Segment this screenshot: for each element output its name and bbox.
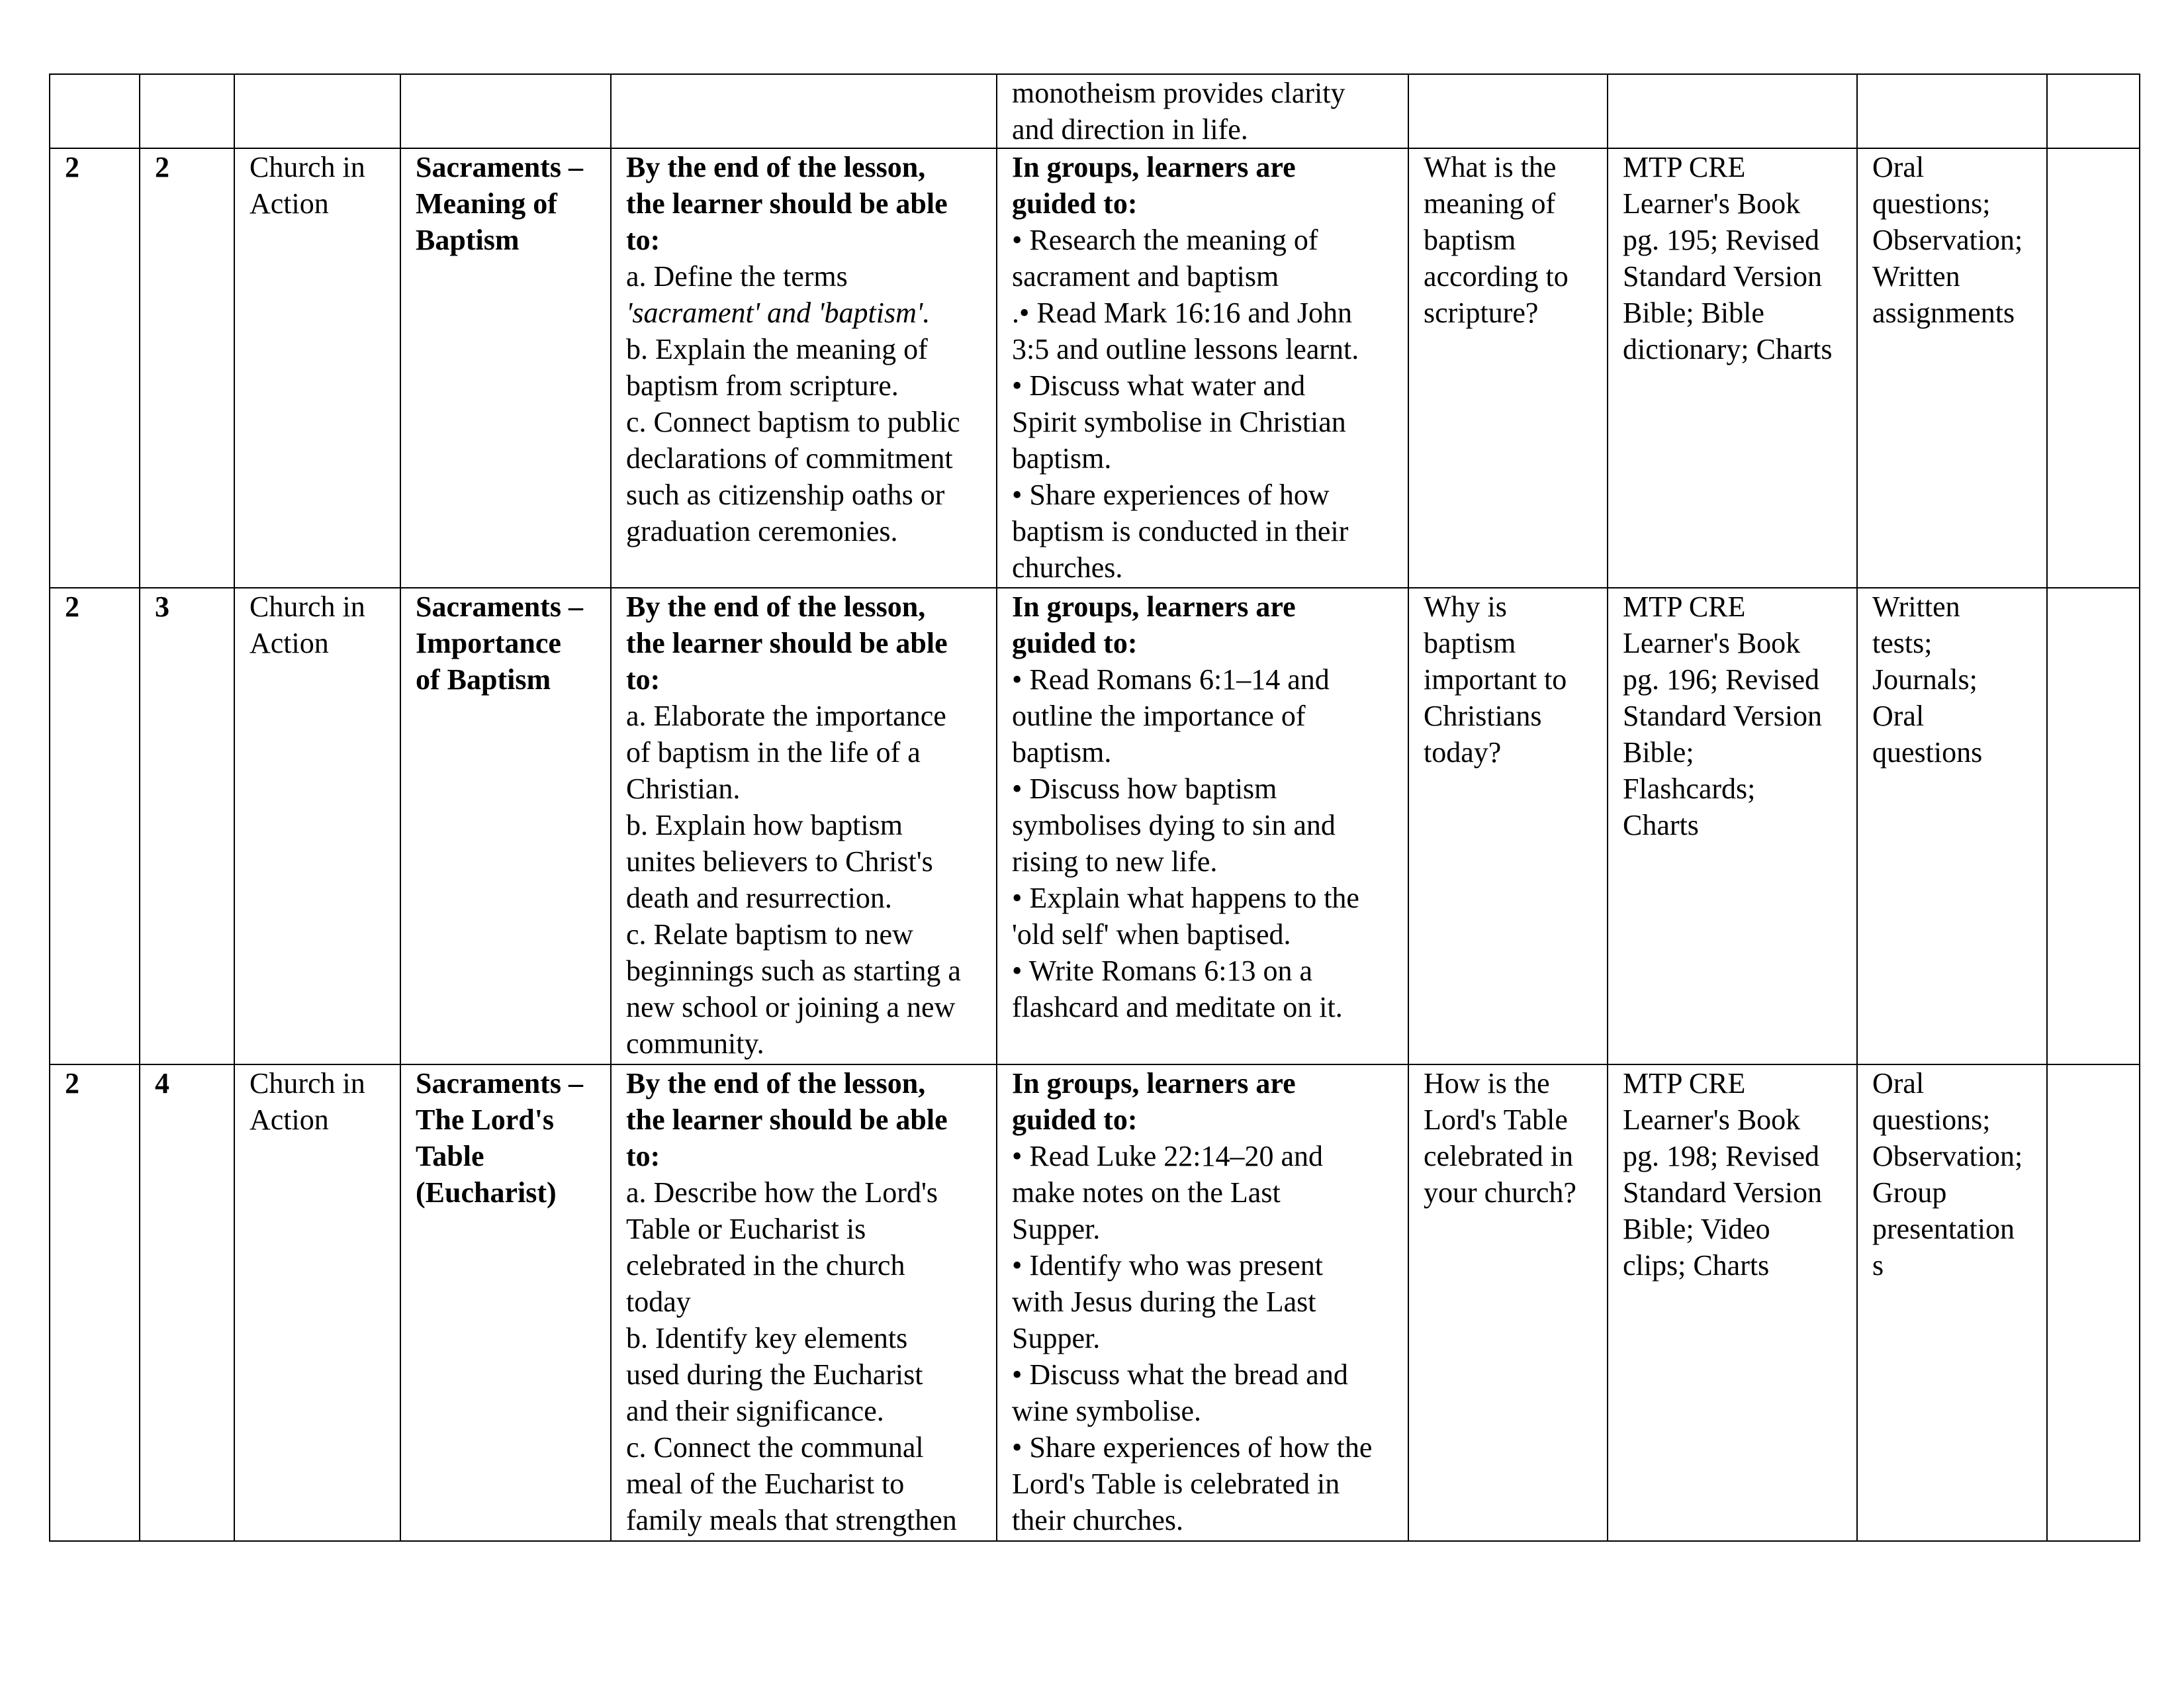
- text-line: Baptism: [416, 224, 520, 256]
- text-line: Supper.: [1012, 1213, 1101, 1245]
- lesson-value: 4: [155, 1067, 169, 1100]
- text-line: Why is: [1424, 590, 1507, 623]
- text-line: Observation;: [1872, 224, 2023, 256]
- text-line: • Share experiences of how: [1012, 479, 1330, 511]
- text-line: tests;: [1872, 627, 1933, 659]
- text-line: c. Connect baptism to public: [626, 406, 960, 438]
- text-line: assignments: [1872, 297, 2015, 329]
- text-line: By the end of the lesson,: [626, 151, 926, 183]
- text-line: c. Relate baptism to new: [626, 918, 913, 951]
- text-line: Standard Version: [1623, 260, 1823, 293]
- text-line: MTP CRE: [1623, 151, 1746, 183]
- text-line: How is the: [1424, 1067, 1550, 1100]
- text-line: Table: [416, 1140, 484, 1172]
- text-line: Action: [250, 187, 329, 220]
- text-line: In groups, learners are: [1012, 151, 1296, 183]
- learning-outcomes-cell: [611, 74, 997, 148]
- learning-outcomes-cell: [611, 1064, 997, 1541]
- text-line: • Explain what happens to the: [1012, 882, 1359, 914]
- text-line: dictionary; Charts: [1623, 333, 1833, 365]
- text-line: 'old self' when baptised.: [1012, 918, 1291, 951]
- text-line: Importance: [416, 627, 561, 659]
- text-line: of Baptism: [416, 663, 551, 696]
- week-value: 2: [65, 590, 79, 623]
- text-line: today: [626, 1286, 691, 1318]
- text-line: Christian.: [626, 773, 741, 805]
- text-line: guided to:: [1012, 187, 1138, 220]
- text-line: a. Define the terms: [626, 260, 848, 293]
- sub-strand-cell: [400, 74, 611, 148]
- lesson-value: 2: [155, 151, 169, 183]
- text-line: a. Elaborate the importance: [626, 700, 946, 732]
- week-cell: [50, 1064, 140, 1541]
- text-line: scripture?: [1424, 297, 1539, 329]
- text-line: with Jesus during the Last: [1012, 1286, 1316, 1318]
- text-line: Group: [1872, 1176, 1947, 1209]
- text-line: pg. 195; Revised: [1623, 224, 1819, 256]
- text-line: the learner should be able: [626, 187, 948, 220]
- text-line: to:: [626, 663, 660, 696]
- inquiry-question-cell: [1408, 1064, 1608, 1541]
- text-line: • Discuss what the bread and: [1012, 1358, 1348, 1391]
- text-line: (Eucharist): [416, 1176, 557, 1209]
- text-line: declarations of commitment: [626, 442, 953, 475]
- strand-cell: [234, 1064, 400, 1541]
- text-line: Charts: [1623, 809, 1699, 841]
- text-line: presentation: [1872, 1213, 2015, 1245]
- text-line: meal of the Eucharist to: [626, 1468, 905, 1500]
- sub-strand-cell: [400, 148, 611, 588]
- text-line: beginnings such as starting a: [626, 955, 961, 987]
- resources-cell: [1608, 588, 1857, 1064]
- text-line: b. Explain how baptism: [626, 809, 903, 841]
- text-line: and direction in life.: [1012, 113, 1248, 146]
- text-line: family meals that strengthen: [626, 1504, 957, 1536]
- text-line: Standard Version: [1623, 1176, 1823, 1209]
- text-line: By the end of the lesson,: [626, 1067, 926, 1100]
- remarks-cell: [2047, 148, 2140, 588]
- inquiry-question-cell: [1408, 148, 1608, 588]
- text-line: baptism: [1424, 627, 1516, 659]
- text-line: questions: [1872, 736, 1983, 769]
- text-line: b. Identify key elements: [626, 1322, 908, 1354]
- text-line: pg. 196; Revised: [1623, 663, 1819, 696]
- lesson-cell: [140, 1064, 234, 1541]
- text-line: Lord's Table is celebrated in: [1012, 1468, 1340, 1500]
- text-line: churches.: [1012, 551, 1123, 584]
- text-line: your church?: [1424, 1176, 1576, 1209]
- week-cell: [50, 148, 140, 588]
- text-line: By the end of the lesson,: [626, 590, 926, 623]
- text-line: new school or joining a new: [626, 991, 956, 1023]
- text-line: to:: [626, 224, 660, 256]
- text-line: pg. 198; Revised: [1623, 1140, 1819, 1172]
- table-row: [50, 148, 2140, 588]
- text-line: according to: [1424, 260, 1569, 293]
- text-line: graduation ceremonies.: [626, 515, 898, 547]
- resources-cell: [1608, 74, 1857, 148]
- text-line: [626, 295, 983, 331]
- scheme-of-work-table: [49, 73, 2140, 1542]
- text-line: s: [1872, 1249, 1884, 1282]
- text-line: • Write Romans 6:13 on a: [1012, 955, 1312, 987]
- learning-experiences-cell: [997, 148, 1408, 588]
- text-line: .• Read Mark 16:16 and John: [1012, 297, 1352, 329]
- table-row: [50, 588, 2140, 1064]
- text-line: Church in: [250, 1067, 365, 1100]
- week-cell: [50, 588, 140, 1064]
- strand-cell: [234, 148, 400, 588]
- text-line: their churches.: [1012, 1504, 1183, 1536]
- table-row: [50, 1064, 2140, 1541]
- text-line: outline the importance of: [1012, 700, 1306, 732]
- text-line: and their significance.: [626, 1395, 884, 1427]
- text-line: community.: [626, 1027, 764, 1060]
- text-line: Learner's Book: [1623, 627, 1801, 659]
- lesson-value: 3: [155, 590, 169, 623]
- text-line: celebrated in: [1424, 1140, 1573, 1172]
- text-line: Table or Eucharist is: [626, 1213, 866, 1245]
- text-line: Oral: [1872, 151, 1925, 183]
- resources-cell: [1608, 148, 1857, 588]
- text-line: Sacraments –: [416, 1067, 583, 1100]
- text-line: such as citizenship oaths or: [626, 479, 945, 511]
- text-line: sacrament and baptism: [1012, 260, 1279, 293]
- text-line: rising to new life.: [1012, 845, 1218, 878]
- scheme-of-work-page: [49, 73, 2139, 1542]
- sub-strand-cell: [400, 1064, 611, 1541]
- text-line: Oral: [1872, 1067, 1925, 1100]
- remarks-cell: [2047, 74, 2140, 148]
- text-line: • Discuss what water and: [1012, 369, 1306, 402]
- text-line: used during the Eucharist: [626, 1358, 923, 1391]
- strand-cell: [234, 588, 400, 1064]
- text-line: Oral: [1872, 700, 1925, 732]
- text-line: baptism.: [1012, 442, 1112, 475]
- text-line: Written: [1872, 260, 1960, 293]
- inquiry-question-cell: [1408, 74, 1608, 148]
- text-line: MTP CRE: [1623, 1067, 1746, 1100]
- assessment-cell: [1857, 1064, 2047, 1541]
- text-line: Written: [1872, 590, 1960, 623]
- text-line: questions;: [1872, 1103, 1991, 1136]
- text-line: Church in: [250, 590, 365, 623]
- text-line: Bible; Video: [1623, 1213, 1770, 1245]
- text-line: the learner should be able: [626, 1103, 948, 1136]
- text-line: Journals;: [1872, 663, 1978, 696]
- italic-term: 'sacrament' and 'baptism'.: [626, 297, 931, 329]
- text-line: baptism from scripture.: [626, 369, 899, 402]
- text-line: Supper.: [1012, 1322, 1101, 1354]
- text-line: baptism: [1424, 224, 1516, 256]
- text-line: Bible; Bible: [1623, 297, 1764, 329]
- assessment-cell: [1857, 148, 2047, 588]
- text-line: important to: [1424, 663, 1567, 696]
- text-line: In groups, learners are: [1012, 590, 1296, 623]
- text-line: Action: [250, 627, 329, 659]
- text-line: today?: [1424, 736, 1502, 769]
- text-line: • Research the meaning of: [1012, 224, 1318, 256]
- text-line: death and resurrection.: [626, 882, 892, 914]
- text-line: What is the: [1424, 151, 1557, 183]
- text-line: Standard Version: [1623, 700, 1823, 732]
- week-cell: [50, 74, 140, 148]
- text-line: Bible;: [1623, 736, 1694, 769]
- remarks-cell: [2047, 1064, 2140, 1541]
- learning-experiences-cell: [997, 74, 1408, 148]
- remarks-cell: [2047, 588, 2140, 1064]
- text-line: • Read Romans 6:1–14 and: [1012, 663, 1330, 696]
- week-value: 2: [65, 151, 79, 183]
- learning-outcomes-cell: [611, 588, 997, 1064]
- text-line: the learner should be able: [626, 627, 948, 659]
- text-line: monotheism provides clarity: [1012, 77, 1345, 109]
- text-line: In groups, learners are: [1012, 1067, 1296, 1100]
- text-line: The Lord's: [416, 1103, 555, 1136]
- text-line: b. Explain the meaning of: [626, 333, 928, 365]
- assessment-cell: [1857, 74, 2047, 148]
- text-line: guided to:: [1012, 1103, 1138, 1136]
- sub-strand-cell: [400, 588, 611, 1064]
- text-line: Observation;: [1872, 1140, 2023, 1172]
- text-line: meaning of: [1424, 187, 1556, 220]
- week-value: 2: [65, 1067, 79, 1100]
- text-line: • Identify who was present: [1012, 1249, 1323, 1282]
- text-line: • Read Luke 22:14–20 and: [1012, 1140, 1323, 1172]
- learning-outcomes-cell: [611, 148, 997, 588]
- lesson-cell: [140, 588, 234, 1064]
- text-line: • Share experiences of how the: [1012, 1431, 1373, 1464]
- text-line: celebrated in the church: [626, 1249, 905, 1282]
- text-line: Sacraments –: [416, 151, 583, 183]
- text-line: Christians: [1424, 700, 1542, 732]
- text-line: flashcard and meditate on it.: [1012, 991, 1343, 1023]
- lesson-cell: [140, 74, 234, 148]
- text-line: baptism is conducted in their: [1012, 515, 1349, 547]
- resources-cell: [1608, 1064, 1857, 1541]
- text-line: baptism.: [1012, 736, 1112, 769]
- text-line: Action: [250, 1103, 329, 1136]
- text-line: Meaning of: [416, 187, 557, 220]
- assessment-cell: [1857, 588, 2047, 1064]
- text-line: questions;: [1872, 187, 1991, 220]
- text-line: Spirit symbolise in Christian: [1012, 406, 1346, 438]
- learning-experiences-cell: [997, 588, 1408, 1064]
- strand-cell: [234, 74, 400, 148]
- learning-experiences-cell: [997, 1064, 1408, 1541]
- text-line: of baptism in the life of a: [626, 736, 921, 769]
- text-line: wine symbolise.: [1012, 1395, 1201, 1427]
- text-line: to:: [626, 1140, 660, 1172]
- text-line: unites believers to Christ's: [626, 845, 933, 878]
- text-line: Learner's Book: [1623, 1103, 1801, 1136]
- text-line: Church in: [250, 151, 365, 183]
- text-line: clips; Charts: [1623, 1249, 1770, 1282]
- inquiry-question-cell: [1408, 588, 1608, 1064]
- text-line: MTP CRE: [1623, 590, 1746, 623]
- text-line: symbolises dying to sin and: [1012, 809, 1336, 841]
- text-line: a. Describe how the Lord's: [626, 1176, 938, 1209]
- text-line: 3:5 and outline lessons learnt.: [1012, 333, 1359, 365]
- text-line: Learner's Book: [1623, 187, 1801, 220]
- text-line: • Discuss how baptism: [1012, 773, 1277, 805]
- text-line: Flashcards;: [1623, 773, 1756, 805]
- lesson-cell: [140, 148, 234, 588]
- text-line: Lord's Table: [1424, 1103, 1568, 1136]
- text-line: guided to:: [1012, 627, 1138, 659]
- table-row: [50, 74, 2140, 148]
- text-line: Sacraments –: [416, 590, 583, 623]
- text-line: make notes on the Last: [1012, 1176, 1281, 1209]
- text-line: c. Connect the communal: [626, 1431, 924, 1464]
